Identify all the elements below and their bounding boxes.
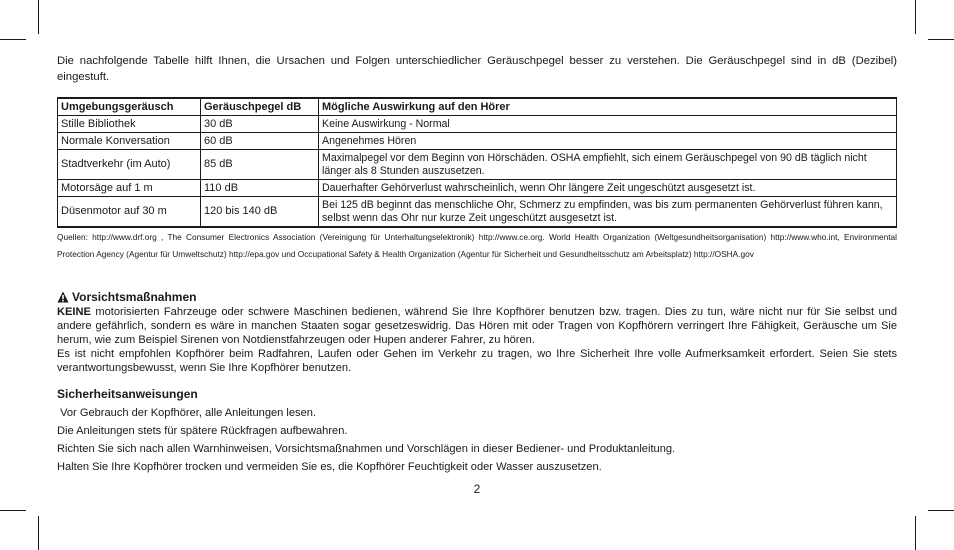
crop-mark: [38, 516, 39, 550]
list-item: Vor Gebrauch der Kopfhörer, alle Anleitungen lesen.: [57, 407, 317, 419]
cell-environment: Motorsäge auf 1 m: [58, 180, 201, 197]
table-row: [58, 197, 897, 228]
crop-mark: [928, 39, 954, 40]
caution-heading-text: Vorsichtsmaßnahmen: [72, 290, 197, 304]
cell-environment: Stille Bibliothek: [58, 116, 201, 133]
warning-icon: [57, 291, 69, 303]
cell-level: 60 dB: [201, 133, 319, 150]
list-item: Halten Sie Ihre Kopfhörer trocken und vermeiden Sie es, die Kopfhörer Feuchtigkeit oder Wasser auszusetzen.: [57, 461, 602, 473]
caution-keyword: KEINE: [57, 306, 91, 318]
intro-paragraph: Die nachfolgende Tabelle hilft Ihnen, die Ursachen und Folgen unterschiedlicher Geräuschpegel besser zu verstehen. Die Geräuschpegel sind in dB (Dezibel) eingestuft.: [57, 55, 897, 83]
caution-heading: [57, 290, 196, 304]
cell-effect: Dauerhafter Gehörverlust wahrscheinlich, wenn Ohr längere Zeit ungeschützt ausgesetzt ist.: [319, 180, 897, 197]
cell-effect: Keine Auswirkung - Normal: [319, 116, 897, 133]
crop-mark: [38, 0, 39, 34]
caution-paragraph: Es ist nicht empfohlen Kopfhörer beim Radfahren, Laufen oder Gehen im Verkehr zu tragen, wo Ihre Sicherheit Ihre volle Aufmerksamkeit erfordert. Seien Sie stets verantwortungsbewusst, wenn Sie Ihre Kopfhörer benutzen.: [57, 348, 897, 374]
cell-level: 120 bis 140 dB: [201, 197, 319, 228]
crop-mark: [915, 516, 916, 550]
page-number: 2: [473, 482, 481, 496]
crop-mark: [915, 0, 916, 34]
noise-level-table: [57, 97, 897, 228]
safety-list: [57, 404, 917, 476]
cell-environment: Stadtverkehr (im Auto): [58, 150, 201, 180]
cell-environment: Normale Konversation: [58, 133, 201, 150]
crop-mark: [0, 510, 26, 511]
table-row: [58, 133, 897, 150]
sources-note: Quellen: http://www.drf.org , The Consumer Electronics Association (Vereinigung für Unterhaltungselektronik) http://www.ce.org. World Health Organization (Weltgesundheitsorganisation) http://www.who.int, Environmental Protection Agency (Agentur für Umweltschutz) http://epa.gov und Occupational Safety & Health Organization (Agentur für Sicherheit und Gesundheitsschutz am Arbeitsplatz) http://OSHA.gov: [57, 232, 897, 259]
cell-effect: Bei 125 dB beginnt das menschliche Ohr, Schmerz zu empfinden, was bis zum permanenten Gehörverlust führen kann, selbst wenn das Ohr nur kurze Zeit ungeschützt ausgesetzt ist.: [319, 197, 897, 228]
cell-effect: Angenehmes Hören: [319, 133, 897, 150]
table-header-row: [58, 98, 897, 116]
caution-text: motorisierten Fahrzeuge oder schwere Maschinen bedienen, während Sie Ihre Kopfhörer benutzen bzw. tragen. Dies zu tun, wäre nicht nur für Sie selbst und andere gefährlich, sondern es wäre in manchen Staaten sogar gesetzeswidrig. Das Hören mit oder Tragen von Kopfhörern verringert Ihre Fähigkeit, Geräusche um Sie herum, wie zum Beispiel Sirenen von Notdienstfahrzeugen oder Hupen anderer Fahrer, zu hören.: [57, 306, 897, 346]
safety-heading: Sicherheitsanweisungen: [57, 387, 198, 401]
caution-paragraph: [57, 305, 897, 347]
cell-effect: Maximalpegel vor dem Beginn von Hörschäden. OSHA empfiehlt, sich einem Geräuschpegel von 90 dB täglich nicht länger als 8 Stunden auszusetzen.: [319, 150, 897, 180]
crop-mark: [928, 510, 954, 511]
cell-level: 110 dB: [201, 180, 319, 197]
crop-mark: [0, 39, 26, 40]
table-row: [58, 150, 897, 180]
column-header: Mögliche Auswirkung auf den Hörer: [319, 98, 897, 116]
table-row: [58, 180, 897, 197]
cell-environment: Düsenmotor auf 30 m: [58, 197, 201, 228]
column-header: Umgebungsgeräusch: [58, 98, 201, 116]
table-row: [58, 116, 897, 133]
list-item: Richten Sie sich nach allen Warnhinweisen, Vorsichtsmaßnahmen und Vorschlägen in dieser Bediener- und Produktanleitung.: [57, 443, 676, 455]
cell-level: 30 dB: [201, 116, 319, 133]
column-header: Geräuschpegel dB: [201, 98, 319, 116]
caution-body: [57, 305, 897, 375]
cell-level: 85 dB: [201, 150, 319, 180]
list-item: Die Anleitungen stets für spätere Rückfragen aufbewahren.: [57, 425, 348, 437]
